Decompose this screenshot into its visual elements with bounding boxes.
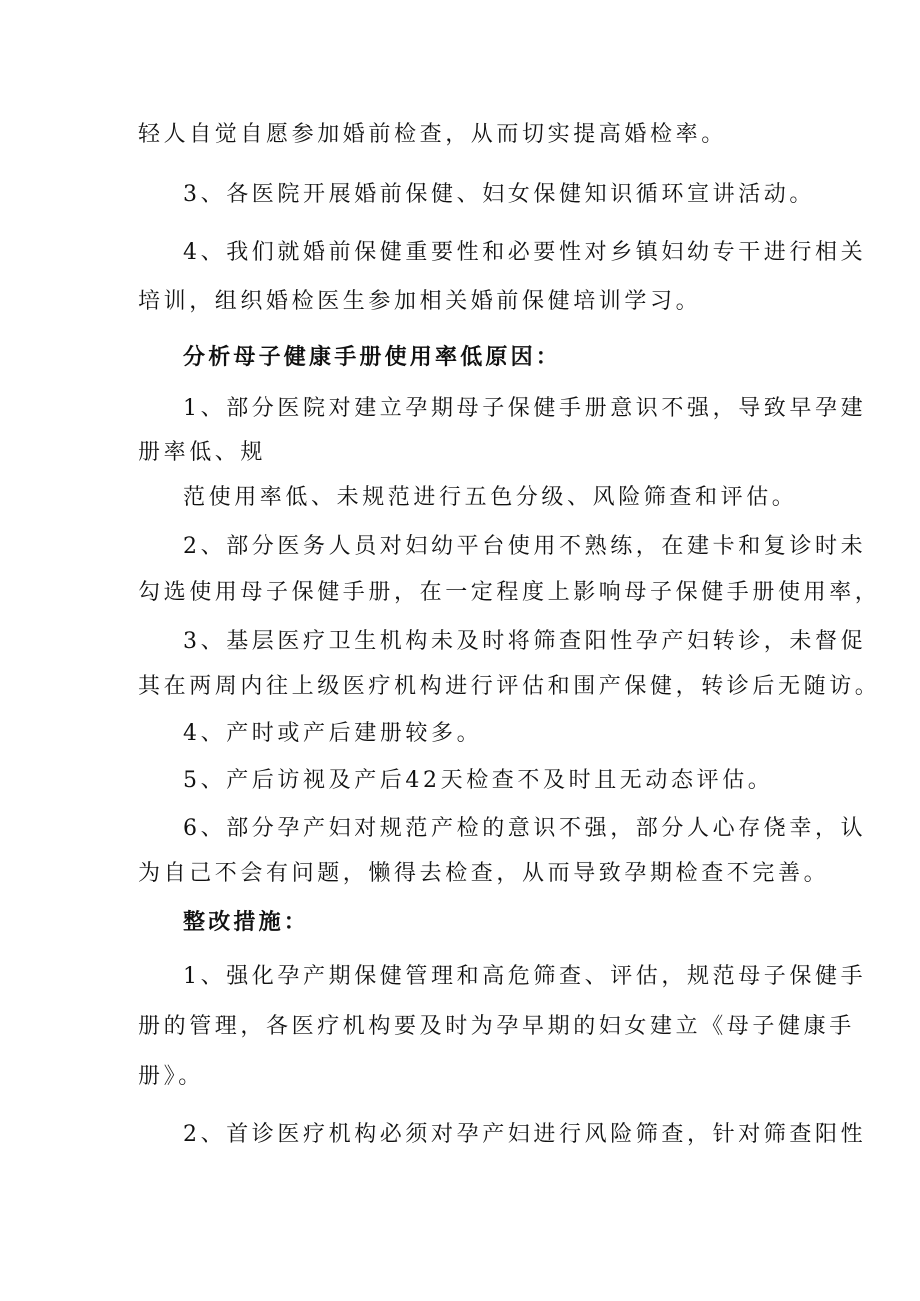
section-heading: 整改措施：	[183, 909, 310, 935]
paragraph-line: 3、基层医疗卫生机构未及时将筛查阳性孕产妇转诊，未督促	[183, 629, 867, 654]
paragraph-line: 2、部分医务人员对妇幼平台使用不熟练，在建卡和复诊时未	[183, 534, 867, 559]
paragraph-line: 6、部分孕产妇对规范产检的意识不强，部分人心存侥幸，认	[183, 816, 867, 841]
section-heading: 分析母子健康手册使用率低原因：	[183, 344, 562, 370]
paragraph-line: 册率低、规	[138, 440, 267, 465]
paragraph-line: 为自己不会有问题，懒得去检查，从而导致孕期检查不完善。	[138, 861, 830, 886]
paragraph-line: 1、强化孕产期保健管理和高危筛查、评估，规范母子保健手	[183, 964, 867, 989]
paragraph-line: 范使用率低、未规范进行五色分级、风险筛查和评估。	[183, 485, 798, 510]
paragraph-line: 勾选使用母子保健手册，在一定程度上影响母子保健手册使用率，	[138, 580, 881, 605]
paragraph-line: 册的管理，各医疗机构要及时为孕早期的妇女建立《母子健康手	[138, 1014, 855, 1039]
paragraph-line: 5、产后访视及产后42天检查不及时且无动态评估。	[183, 768, 774, 793]
paragraph-line: 4、我们就婚前保健重要性和必要性对乡镇妇幼专干进行相关	[183, 240, 867, 265]
paragraph-line: 轻人自觉自愿参加婚前检查，从而切实提高婚检率。	[138, 122, 727, 147]
paragraph-line: 其在两周内往上级医疗机构进行评估和围产保健，转诊后无随访。	[138, 674, 881, 699]
paragraph-line: 4、产时或产后建册较多。	[183, 721, 483, 746]
paragraph-line: 册》。	[138, 1064, 204, 1089]
paragraph-line: 2、首诊医疗机构必须对孕产妇进行风险筛查，针对筛查阳性	[183, 1122, 867, 1147]
paragraph-line: 3、各医院开展婚前保健、妇女保健知识循环宣讲活动。	[183, 182, 815, 207]
paragraph-line: 培训，组织婚检医生参加相关婚前保健培训学习。	[138, 289, 702, 314]
paragraph-line: 1、部分医院对建立孕期母子保健手册意识不强，导致早孕建	[183, 396, 867, 421]
